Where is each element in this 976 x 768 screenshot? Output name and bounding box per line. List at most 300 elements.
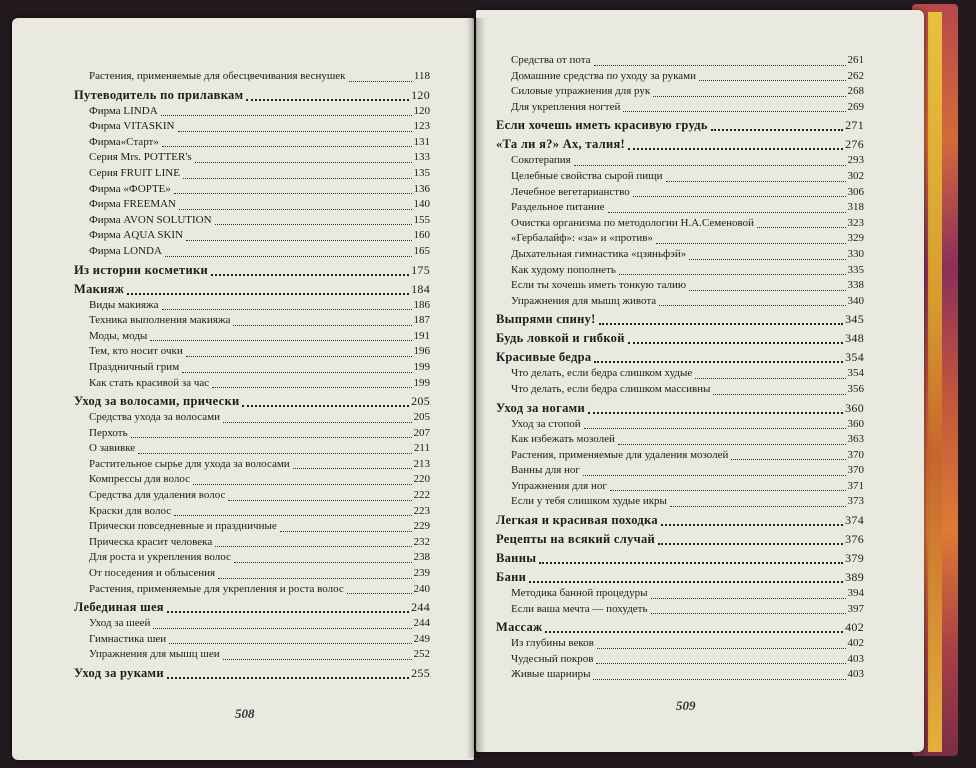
toc-entry-page: 255	[411, 666, 430, 680]
dot-leader	[594, 65, 846, 66]
toc-entry-title: Путеводитель по прилавкам	[74, 87, 244, 102]
toc-entry-title: Уход за руками	[74, 666, 164, 680]
toc-entry-page: 360	[845, 400, 864, 415]
toc-entry-title: Фирма«Старт»	[89, 135, 159, 148]
toc-section-row	[496, 216, 864, 232]
toc-entry-page: 371	[847, 479, 864, 492]
dot-leader	[651, 598, 846, 599]
toc-entry-title: Фирма «ФОРТЕ»	[89, 182, 171, 195]
toc-entry-title: Средства от пота	[511, 54, 591, 66]
dot-leader	[596, 663, 845, 664]
toc-section-row	[496, 602, 864, 618]
toc-chapter-row	[74, 663, 430, 682]
dot-leader	[228, 500, 411, 501]
dot-leader	[545, 631, 843, 633]
toc-chapter-row	[74, 597, 430, 616]
toc-entry-title: От поседения и облысения	[89, 567, 216, 580]
dot-leader	[670, 506, 846, 507]
toc-chapter-row	[496, 398, 864, 417]
toc-entry-page: 370	[847, 448, 864, 461]
toc-section-row	[496, 294, 864, 310]
toc-entry-page: 363	[847, 433, 864, 446]
toc-entry-page: 394	[847, 587, 864, 600]
dot-leader	[529, 581, 843, 583]
toc-entry-title: Упражнения для ног	[511, 479, 607, 492]
toc-entry-page: 213	[413, 457, 430, 470]
toc-entry-page: 120	[411, 87, 430, 102]
toc-section-row	[74, 426, 430, 442]
toc-entry-title: Фирма VITASKIN	[89, 120, 175, 133]
toc-entry-title: Выпрями спину!	[496, 312, 596, 327]
toc-section-row	[74, 329, 430, 345]
toc-section-row	[496, 169, 864, 185]
toc-section-row	[496, 636, 864, 652]
toc-entry-title: Компрессы для волос	[89, 473, 191, 486]
toc-section-row	[74, 441, 430, 457]
toc-entry-page: 136	[413, 182, 430, 195]
dot-leader	[628, 342, 843, 344]
toc-entry-title: Моды, моды	[89, 329, 148, 342]
dot-leader	[169, 643, 411, 644]
toc-entry-page: 240	[413, 582, 430, 595]
toc-entry-page: 155	[413, 213, 430, 226]
toc-section-row	[496, 366, 864, 382]
dot-leader	[619, 274, 846, 275]
toc-entry-title: Тем, кто носит очки	[89, 345, 183, 358]
toc-entry-title: Как избежать мозолей	[511, 433, 615, 446]
dot-leader	[731, 459, 845, 460]
toc-entry-page: 223	[413, 504, 430, 517]
dot-leader	[153, 628, 411, 629]
toc-entry-title: Что делать, если бедра слишком худые	[511, 367, 693, 380]
dot-leader	[695, 378, 845, 379]
toc-entry-title: Гимнастика шеи	[89, 632, 167, 645]
toc-entry-page: 403	[847, 652, 864, 665]
dot-leader	[174, 515, 411, 516]
toc-entry-title: Фирма LINDA	[89, 104, 158, 117]
toc-entry-page: 379	[845, 551, 864, 566]
toc-section-row	[496, 652, 864, 668]
toc-chapter-row	[74, 279, 430, 298]
toc-entry-page: 402	[847, 637, 864, 650]
toc-section-row	[74, 488, 430, 504]
toc-entry-page: 262	[847, 69, 864, 82]
dot-leader	[656, 243, 846, 244]
dot-leader	[713, 394, 845, 395]
toc-section-row	[74, 647, 430, 663]
dot-leader	[659, 305, 845, 306]
toc-entry-title: Ванны	[496, 551, 537, 566]
dot-leader	[131, 437, 412, 438]
toc-entry-page: 186	[413, 298, 430, 311]
toc-entry-title: Если хочешь иметь красивую грудь	[496, 118, 708, 133]
toc-entry-title: Растительное сырье для ухода за волосами	[89, 457, 290, 470]
toc-entry-title: Как худому пополнеть	[511, 263, 616, 276]
toc-chapter-row	[496, 309, 864, 328]
dot-leader	[583, 475, 846, 476]
dot-leader	[127, 293, 409, 295]
dot-leader	[653, 96, 845, 97]
dot-leader	[711, 129, 843, 131]
dot-leader	[623, 111, 845, 112]
toc-entry-page: 373	[847, 495, 864, 508]
toc-entry-page: 118	[413, 70, 430, 82]
toc-section-row	[496, 667, 864, 683]
toc-entry-title: «Гербалайф»: «за» и «против»	[511, 232, 653, 245]
toc-entry-title: О завивке	[89, 442, 136, 455]
toc-chapter-row	[496, 134, 864, 153]
toc-entry-page: 354	[847, 367, 864, 380]
dot-leader	[689, 290, 845, 291]
toc-entry-title: Методика банной процедуры	[511, 587, 648, 600]
dot-leader	[182, 372, 411, 373]
dot-leader	[574, 165, 846, 166]
toc-entry-page: 348	[845, 331, 864, 346]
toc-section-row	[496, 153, 864, 169]
toc-entry-title: Фирма AVON SOLUTION	[89, 213, 212, 226]
dot-leader	[186, 356, 412, 357]
toc-entry-title: Перхоть	[89, 426, 128, 439]
dot-leader	[212, 387, 411, 388]
dot-leader	[651, 613, 846, 614]
toc-chapter-row	[496, 328, 864, 347]
toc-entry-page: 239	[413, 567, 430, 580]
toc-section-row	[74, 519, 430, 535]
dot-leader	[138, 453, 412, 454]
toc-section-row	[496, 231, 864, 247]
toc-entry-title: Уход за стопой	[511, 417, 581, 430]
dot-leader	[661, 524, 843, 526]
toc-entry-page: 135	[413, 166, 430, 179]
dot-leader	[193, 484, 411, 485]
dot-leader	[280, 531, 412, 532]
toc-entry-title: Чудесный покров	[511, 652, 594, 665]
dot-leader	[242, 405, 409, 407]
toc-entry-title: Фирма AQUA SKIN	[89, 229, 184, 242]
toc-section-row	[74, 410, 430, 426]
toc-entry-page: 271	[845, 118, 864, 133]
toc-entry-title: Живые шарниры	[511, 668, 591, 681]
toc-section-row	[496, 69, 864, 85]
toc-entry-title: Как стать красивой за час	[89, 376, 210, 389]
dot-leader	[594, 361, 843, 363]
toc-entry-title: Растения, применяемые для удаления мозолей	[511, 448, 729, 461]
toc-section-row	[496, 463, 864, 479]
toc-entry-page: 175	[411, 262, 430, 277]
toc-entry-title: Уход за ногами	[496, 400, 585, 415]
toc-entry-page: 196	[413, 345, 430, 358]
toc-entry-title: Для роста и укрепления волос	[89, 551, 231, 564]
toc-entry-page: 268	[847, 85, 864, 98]
dot-leader	[347, 593, 412, 594]
toc-entry-page: 220	[413, 473, 430, 486]
toc-entry-page: 293	[847, 154, 864, 167]
toc-section-row	[496, 185, 864, 201]
toc-section-row	[74, 313, 430, 329]
dot-leader	[167, 611, 409, 613]
dot-leader	[165, 256, 412, 257]
toc-entry-page: 356	[847, 382, 864, 395]
toc-section-row	[74, 550, 430, 566]
dot-leader	[593, 679, 845, 680]
dot-leader	[599, 323, 843, 325]
toc-entry-page: 232	[413, 535, 430, 548]
toc-section-row	[74, 119, 430, 135]
toc-section-row	[74, 376, 430, 392]
dot-leader	[174, 193, 412, 194]
toc-entry-page: 238	[413, 551, 430, 564]
toc-entry-page: 360	[847, 417, 864, 430]
dot-leader	[584, 428, 846, 429]
toc-chapter-row	[496, 548, 864, 567]
toc-chapter-row	[496, 347, 864, 366]
dot-leader	[618, 444, 846, 445]
toc-entry-page: 244	[411, 600, 430, 615]
toc-entry-page: 184	[411, 281, 430, 296]
toc-section-row	[496, 382, 864, 398]
toc-entry-title: Красивые бедра	[496, 350, 592, 365]
toc-section-row	[74, 69, 430, 85]
toc-section-row	[74, 104, 430, 120]
toc-entry-page: 123	[413, 120, 430, 133]
toc-entry-page: 229	[413, 520, 430, 533]
toc-entry-page: 187	[413, 314, 430, 327]
toc-section-row	[74, 150, 430, 166]
toc-entry-title: Бани	[496, 570, 527, 585]
toc-entry-page: 306	[847, 185, 864, 198]
dot-leader	[223, 659, 412, 660]
toc-entry-title: Макияж	[74, 281, 125, 296]
toc-entry-title: Фирма FREEMAN	[89, 198, 176, 211]
toc-section-row	[74, 298, 430, 314]
toc-entry-title: Растения, применяемые для обесцвечивания веснушек	[89, 70, 346, 82]
toc-section-row	[496, 200, 864, 216]
toc-entry-title: Уход за волосами, прически	[74, 394, 240, 409]
toc-entry-title: Если ты хочешь иметь тонкую талию	[511, 279, 687, 292]
dot-leader	[233, 325, 411, 326]
toc-section-row	[496, 479, 864, 495]
toc-entry-page: 330	[847, 247, 864, 260]
toc-section-row	[74, 344, 430, 360]
dot-leader	[658, 543, 843, 545]
toc-section-row	[496, 100, 864, 116]
dot-leader	[699, 80, 845, 81]
toc-entry-title: Массаж	[496, 620, 543, 635]
toc-section-row	[74, 616, 430, 632]
toc-section-row	[74, 182, 430, 198]
toc-section-row	[496, 586, 864, 602]
dot-leader	[597, 648, 846, 649]
right-page-number: 509	[676, 698, 696, 713]
dot-leader	[183, 178, 412, 179]
toc-entry-title: Домашние средства по уходу за руками	[511, 69, 697, 82]
toc-entry-title: Средства для удаления волос	[89, 489, 226, 502]
toc-section-row	[496, 278, 864, 294]
toc-entry-title: Если у тебя слишком худые икры	[511, 495, 667, 508]
left-page-number: 508	[235, 706, 255, 721]
toc-section-row	[74, 582, 430, 598]
dot-leader	[179, 209, 412, 210]
toc-entry-page: 370	[847, 464, 864, 477]
right-page	[476, 10, 924, 752]
dot-leader	[167, 677, 409, 679]
toc-entry-page: 120	[413, 104, 430, 117]
toc-entry-page: 374	[845, 513, 864, 528]
toc-entry-title: Целебные свойства сырой пищи	[511, 169, 663, 182]
toc-section-row	[496, 53, 864, 69]
toc-entry-title: Прически повседневные и праздничные	[89, 520, 277, 533]
toc-entry-title: Сокотерапия	[511, 154, 571, 167]
toc-entry-page: 338	[847, 279, 864, 292]
dot-leader	[608, 212, 846, 213]
toc-entry-page: 222	[413, 489, 430, 502]
dot-leader	[628, 148, 843, 150]
toc-chapter-row	[74, 85, 430, 104]
dot-leader	[215, 224, 412, 225]
dot-leader	[234, 562, 412, 563]
toc-entry-page: 389	[845, 570, 864, 585]
dot-leader	[161, 115, 412, 116]
toc-entry-title: Рецепты на всякий случай	[496, 532, 656, 547]
toc-entry-title: Раздельное питание	[511, 201, 605, 214]
dot-leader	[757, 227, 845, 228]
toc-entry-page: 205	[413, 411, 430, 424]
toc-section-row	[74, 360, 430, 376]
toc-section-row	[74, 166, 430, 182]
dot-leader	[162, 146, 412, 147]
toc-entry-title: Дыхательная гимнастика «цзяньфэй»	[511, 247, 687, 260]
toc-section-row	[74, 535, 430, 551]
toc-entry-title: Если ваша мечта — похудеть	[511, 602, 648, 615]
toc-section-row	[74, 566, 430, 582]
dot-leader	[162, 309, 412, 310]
toc-entry-page: 318	[847, 201, 864, 214]
toc-chapter-row	[74, 260, 430, 279]
toc-entry-page: 205	[411, 394, 430, 409]
dot-leader	[610, 490, 846, 491]
toc-entry-title: Техника выполнения макияжа	[89, 314, 231, 327]
toc-entry-title: Будь ловкой и гибкой	[496, 331, 625, 346]
toc-section-row	[74, 457, 430, 473]
left-page	[12, 18, 474, 760]
toc-entry-title: Виды макияжа	[89, 298, 159, 311]
toc-entry-page: 345	[845, 312, 864, 327]
toc-section-row	[74, 504, 430, 520]
toc-entry-page: 340	[847, 294, 864, 307]
toc-entry-title: Лебединая шея	[74, 600, 164, 615]
toc-entry-title: Фирма LONDA	[89, 244, 162, 257]
toc-chapter-row	[496, 529, 864, 548]
toc-section-row	[74, 213, 430, 229]
toc-entry-title: Упражнения для мышц живота	[511, 294, 657, 307]
dot-leader	[293, 468, 412, 469]
toc-entry-page: 140	[413, 198, 430, 211]
toc-entry-title: Из глубины веков	[511, 637, 594, 650]
toc-entry-title: Силовые упражнения для рук	[511, 85, 651, 98]
toc-entry-title: Из истории косметики	[74, 262, 208, 277]
toc-entry-page: 165	[413, 244, 430, 257]
toc-section-row	[496, 448, 864, 464]
toc-entry-page: 329	[847, 232, 864, 245]
toc-entry-page: 252	[413, 648, 430, 661]
toc-entry-page: 199	[413, 376, 430, 389]
toc-entry-title: «Та ли я?» Ах, талия!	[496, 137, 625, 152]
right-toc	[496, 53, 864, 683]
toc-entry-title: Уход за шеей	[89, 617, 151, 630]
toc-chapter-row	[74, 391, 430, 410]
toc-entry-page: 403	[847, 668, 864, 681]
toc-entry-page: 323	[847, 216, 864, 229]
toc-section-row	[496, 84, 864, 100]
dot-leader	[150, 340, 411, 341]
toc-entry-page: 302	[847, 169, 864, 182]
toc-entry-page: 131	[413, 135, 430, 148]
dot-leader	[633, 196, 846, 197]
toc-chapter-row	[496, 510, 864, 529]
toc-chapter-row	[496, 567, 864, 586]
toc-chapter-row	[496, 617, 864, 636]
dot-leader	[186, 240, 411, 241]
dot-leader	[195, 162, 412, 163]
toc-section-row	[496, 263, 864, 279]
toc-entry-page: 133	[413, 151, 430, 164]
toc-entry-page: 199	[413, 360, 430, 373]
toc-section-row	[496, 417, 864, 433]
toc-entry-title: Серия Mrs. POTTER's	[89, 151, 192, 164]
toc-entry-title: Растения, применяемые для укрепления и роста волос	[89, 582, 344, 595]
dot-leader	[211, 274, 409, 276]
dot-leader	[539, 562, 843, 564]
dot-leader	[246, 99, 409, 101]
toc-entry-page: 160	[413, 229, 430, 242]
toc-entry-page: 244	[413, 617, 430, 630]
toc-entry-page: 402	[845, 620, 864, 635]
toc-entry-title: Упражнения для мышц шеи	[89, 648, 220, 661]
toc-section-row	[74, 472, 430, 488]
toc-entry-title: Ванны для ног	[511, 464, 580, 477]
dot-leader	[588, 412, 843, 414]
toc-entry-page: 397	[847, 602, 864, 615]
toc-section-row	[496, 494, 864, 510]
toc-entry-title: Легкая и красивая походка	[496, 513, 658, 528]
toc-section-row	[74, 228, 430, 244]
toc-entry-page: 249	[413, 632, 430, 645]
dot-leader	[215, 546, 411, 547]
toc-entry-title: Серия FRUIT LINE	[89, 166, 180, 179]
toc-entry-title: Краски для волос	[89, 504, 172, 517]
toc-entry-title: Что делать, если бедра слишком массивны	[511, 382, 711, 395]
toc-section-row	[496, 247, 864, 263]
toc-section-row	[74, 244, 430, 260]
toc-entry-title: Для укрепления ногтей	[511, 100, 621, 113]
toc-section-row	[74, 632, 430, 648]
toc-section-row	[74, 135, 430, 151]
dot-leader	[689, 259, 845, 260]
toc-entry-title: Прическа красит человека	[89, 535, 213, 548]
toc-entry-page: 376	[845, 532, 864, 547]
dot-leader	[178, 131, 412, 132]
toc-section-row	[496, 432, 864, 448]
book-spine-strip	[928, 12, 942, 752]
toc-entry-page: 354	[845, 350, 864, 365]
toc-entry-page: 335	[847, 263, 864, 276]
dot-leader	[666, 181, 846, 182]
toc-entry-title: Очистка организма по методологии Н.А.Семеновой	[511, 216, 755, 229]
toc-entry-page: 269	[847, 100, 864, 113]
dot-leader	[223, 422, 412, 423]
left-toc	[74, 69, 430, 682]
dot-leader	[349, 81, 412, 82]
